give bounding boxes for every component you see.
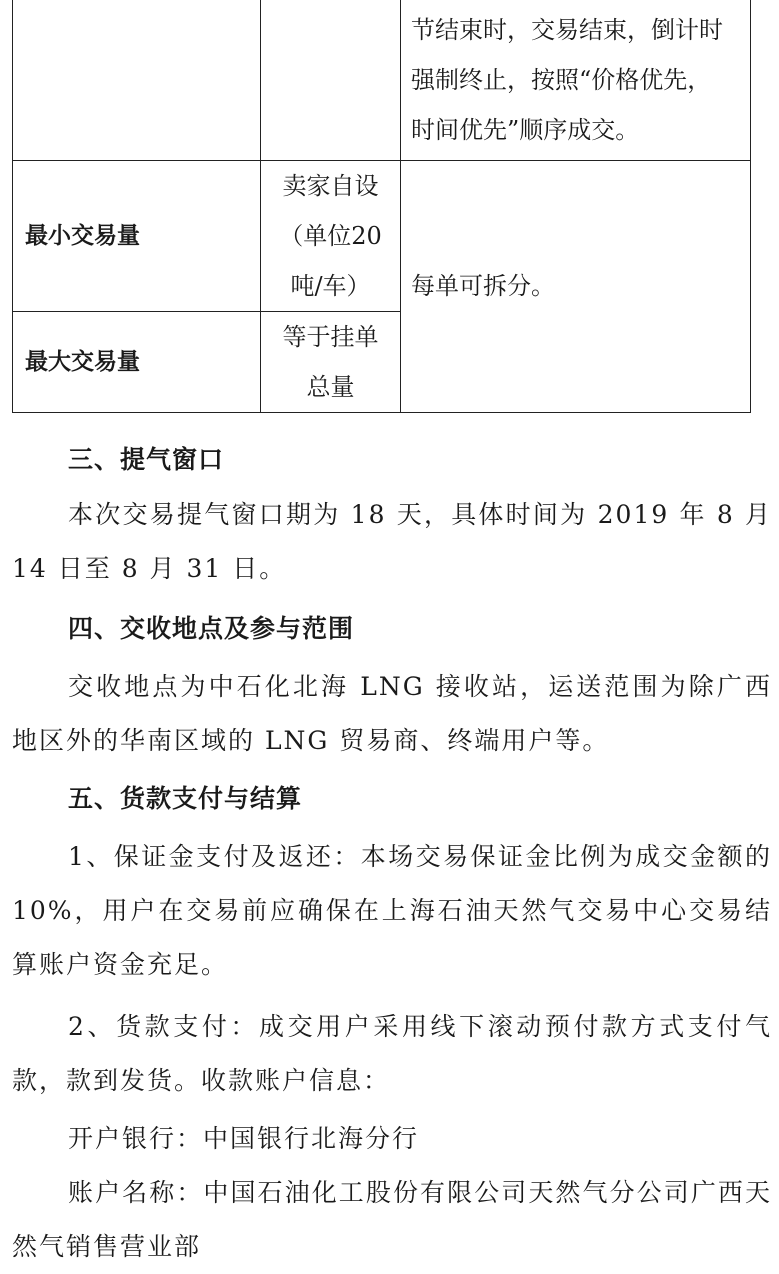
paragraph-deposit: 1、保证金支付及返还：本场交易保证金比例为成交金额的 10%，用户在交易前应确保在上海石油天然气交易中心交易结算账户资金充足。 xyxy=(12,842,772,979)
split-rule-cell: 每单可拆分。 xyxy=(401,160,751,412)
table-row xyxy=(13,0,751,160)
table-row xyxy=(13,160,751,311)
close-rule-cell xyxy=(401,0,751,160)
cell-line: 强制终止，按照“价格优先， xyxy=(411,65,712,94)
cell-line: 时间优先”顺序成交。 xyxy=(411,115,640,144)
max-volume-value xyxy=(261,311,401,412)
cell-line: 等于挂单 xyxy=(282,322,379,351)
cell-line: 卖家自设 xyxy=(282,171,379,200)
paragraph-payment: 2、货款支付：成交用户采用线下滚动预付款方式支付气款，款到发货。收款账户信息： xyxy=(12,1012,772,1095)
min-volume-label: 最小交易量 xyxy=(13,160,261,311)
paragraph-pickup-window: 本次交易提气窗口期为 18 天，具体时间为 2019 年 8 月 14 日至 8 月 31 日。 xyxy=(12,500,772,583)
cell-line: 总量 xyxy=(306,372,355,401)
cell-line: （单位20 xyxy=(279,221,382,250)
bank-name-line: 开户银行：中国银行北海分行 xyxy=(68,1124,420,1153)
section-heading-4: 四、交收地点及参与范围 xyxy=(68,614,355,643)
table-cell-empty xyxy=(13,0,261,160)
cell-line: 吨/车） xyxy=(290,271,371,300)
min-volume-value xyxy=(261,160,401,311)
account-name-line: 账户名称：中国石油化工股份有限公司天然气分公司广西天然气销售营业部 xyxy=(12,1178,772,1261)
section-heading-5: 五、货款支付与结算 xyxy=(68,784,303,813)
paragraph-delivery-scope: 交收地点为中石化北海 LNG 接收站，运送范围为除广西地区外的华南区域的 LNG 贸易商、终端用户等。 xyxy=(12,672,772,755)
cell-line: 节结束时，交易结束，倒计时 xyxy=(411,15,723,44)
table-cell-empty xyxy=(261,0,401,160)
max-volume-label: 最大交易量 xyxy=(13,311,261,412)
section-heading-3: 三、提气窗口 xyxy=(68,445,225,474)
trading-rules-table xyxy=(12,0,751,413)
